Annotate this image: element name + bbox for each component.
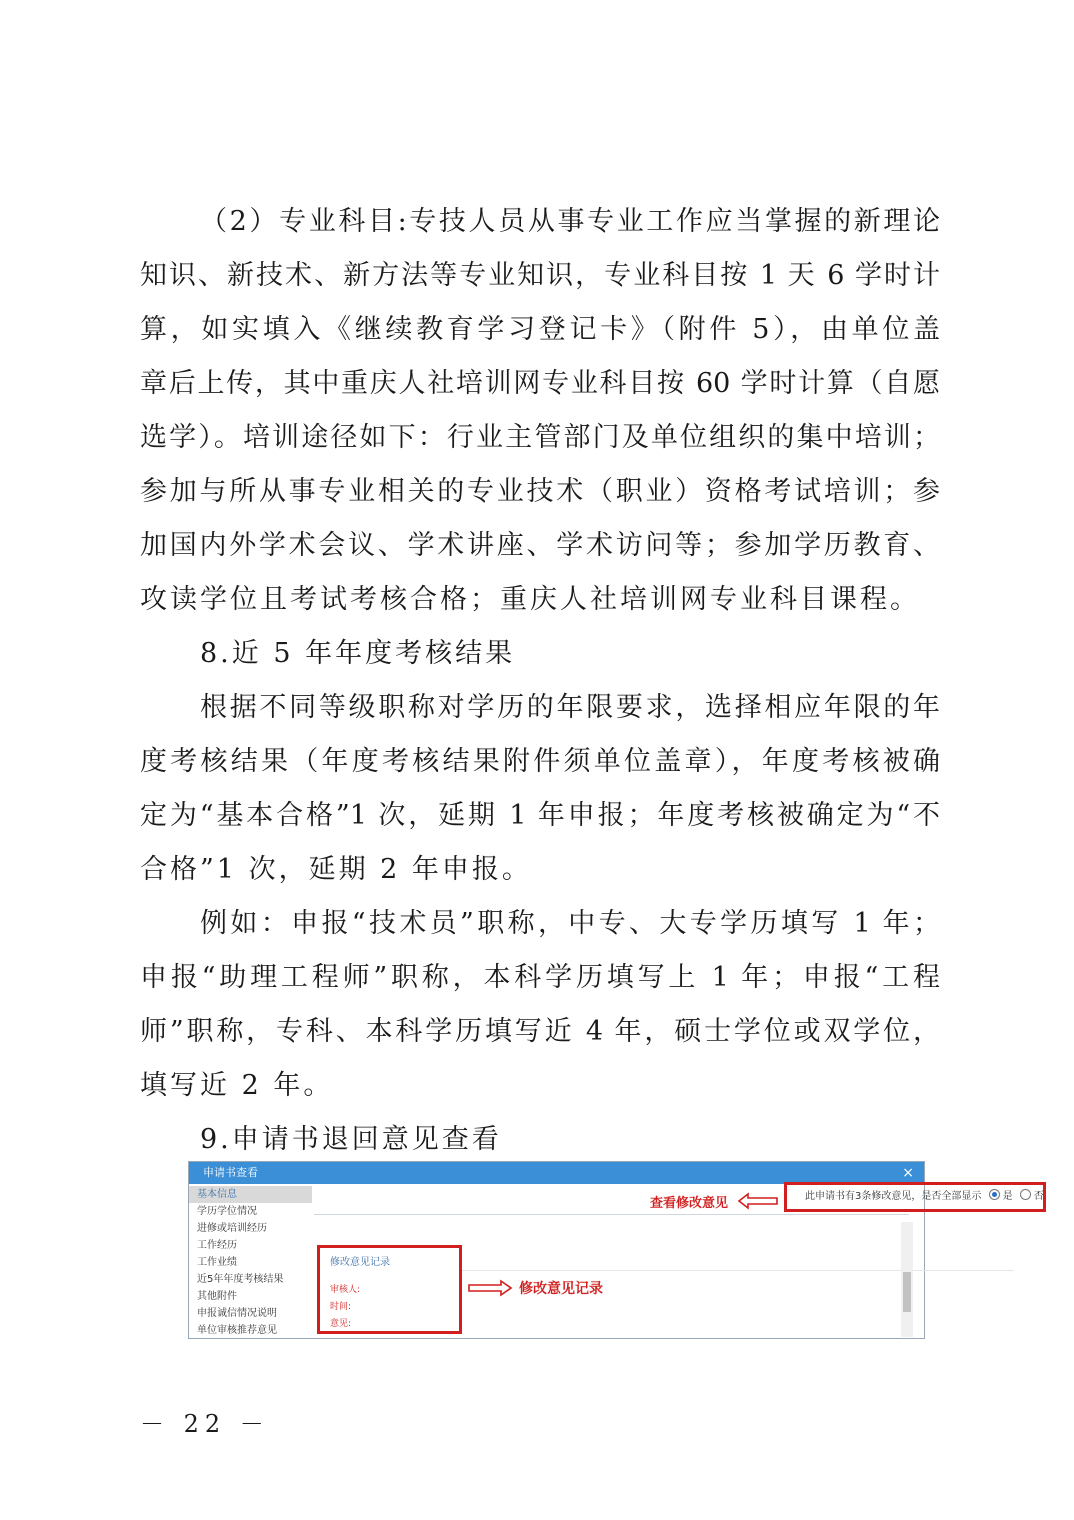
sidebar-item-attachments[interactable]: 其他附件 bbox=[197, 1291, 237, 1302]
paragraph-line: 填写近 2 年。 bbox=[140, 1070, 334, 1101]
paragraph-line: 合格”1 次，延期 2 年申报。 bbox=[140, 854, 532, 885]
sidebar-item-achievements[interactable]: 工作业绩 bbox=[197, 1257, 237, 1268]
paragraph-line: 章后上传，其中重庆人社培训网专业科目按 60 学时计算（自愿 bbox=[140, 368, 940, 399]
paragraph-line: （2）专业科目:专技人员从事专业工作应当掌握的新理论 bbox=[200, 206, 940, 237]
main-content bbox=[314, 1186, 1044, 1338]
page-number: － 22 － bbox=[140, 1410, 270, 1438]
paragraph-line: 申报“助理工程师”职称，本科学历填写上 1 年；申报“工程 bbox=[140, 962, 940, 993]
paragraph-line: 知识、新技术、新方法等专业知识，专业科目按 1 天 6 学时计 bbox=[140, 260, 940, 291]
paragraph-line: 攻读学位且考试考核合格；重庆人社培训网专业科目课程。 bbox=[140, 584, 920, 615]
paragraph-line: 选学）。培训途径如下：行业主管部门及单位组织的集中培训； bbox=[140, 422, 940, 453]
record-opinion: 意见: bbox=[330, 1319, 352, 1329]
notice-text: 此申请书有3条修改意见，是否全部显示 bbox=[805, 1191, 982, 1202]
radio-yes-label[interactable]: 是 bbox=[1002, 1191, 1013, 1202]
paragraph-line: 根据不同等级职称对学历的年限要求，选择相应年限的年 bbox=[200, 692, 940, 723]
paragraph-line: 加国内外学术会议、学术讲座、学术访问等；参加学历教育、 bbox=[140, 530, 940, 561]
sidebar-nav bbox=[189, 1186, 312, 1338]
window-title: 申请书查看 bbox=[203, 1166, 258, 1179]
paragraph-line: 度考核结果（年度考核结果附件须单位盖章），年度考核被确 bbox=[140, 746, 940, 777]
window-titlebar bbox=[189, 1162, 924, 1184]
section-heading-9: 9.申请书退回意见查看 bbox=[200, 1124, 502, 1155]
sidebar-item-work-history[interactable]: 工作经历 bbox=[197, 1240, 237, 1251]
comments-notice bbox=[784, 1182, 1046, 1212]
sidebar-item-integrity[interactable]: 申报诚信情况说明 bbox=[197, 1308, 277, 1319]
record-reviewer: 审核人: bbox=[330, 1285, 361, 1295]
radio-yes-icon[interactable] bbox=[989, 1189, 1000, 1200]
application-view-window bbox=[188, 1161, 1044, 1339]
paragraph-line: 定为“基本合格”1 次，延期 1 年申报；年度考核被确定为“不 bbox=[140, 800, 940, 831]
arrow-right-icon bbox=[469, 1281, 511, 1295]
arrow-left-icon bbox=[739, 1194, 777, 1208]
divider bbox=[459, 1270, 1014, 1271]
sidebar-item-education[interactable]: 学历学位情况 bbox=[197, 1206, 257, 1217]
paragraph-line: 参加与所从事专业相关的专业技术（职业）资格考试培训；参 bbox=[140, 476, 940, 507]
paragraph-line: 例如：申报“技术员”职称，中专、大专学历填写 1 年； bbox=[200, 908, 940, 939]
sidebar-item-basic-info[interactable]: 基本信息 bbox=[189, 1186, 312, 1203]
view-comments-hint: 查看修改意见 bbox=[650, 1196, 729, 1211]
radio-no-label[interactable]: 否 bbox=[1033, 1191, 1044, 1202]
paragraph-line: 算，如实填入《继续教育学习登记卡》（附件 5），由单位盖 bbox=[140, 314, 940, 345]
comment-record-box bbox=[317, 1245, 462, 1334]
paragraph-line: 师”职称，专科、本科学历填写近 4 年，硕士学位或双学位， bbox=[140, 1016, 940, 1047]
sidebar-item-recommendation[interactable]: 单位审核推荐意见 bbox=[197, 1325, 277, 1336]
section-heading-8: 8.近 5 年年度考核结果 bbox=[200, 638, 516, 669]
radio-no-icon[interactable] bbox=[1020, 1189, 1031, 1200]
record-title: 修改意见记录 bbox=[330, 1257, 390, 1268]
close-icon[interactable]: × bbox=[902, 1165, 914, 1181]
sidebar-item-training[interactable]: 进修或培训经历 bbox=[197, 1223, 267, 1234]
sidebar-item-annual-review[interactable]: 近5年年度考核结果 bbox=[197, 1274, 284, 1285]
scrollbar-thumb[interactable] bbox=[903, 1272, 911, 1312]
record-time: 时间: bbox=[330, 1302, 352, 1312]
comment-record-hint: 修改意见记录 bbox=[519, 1281, 603, 1297]
